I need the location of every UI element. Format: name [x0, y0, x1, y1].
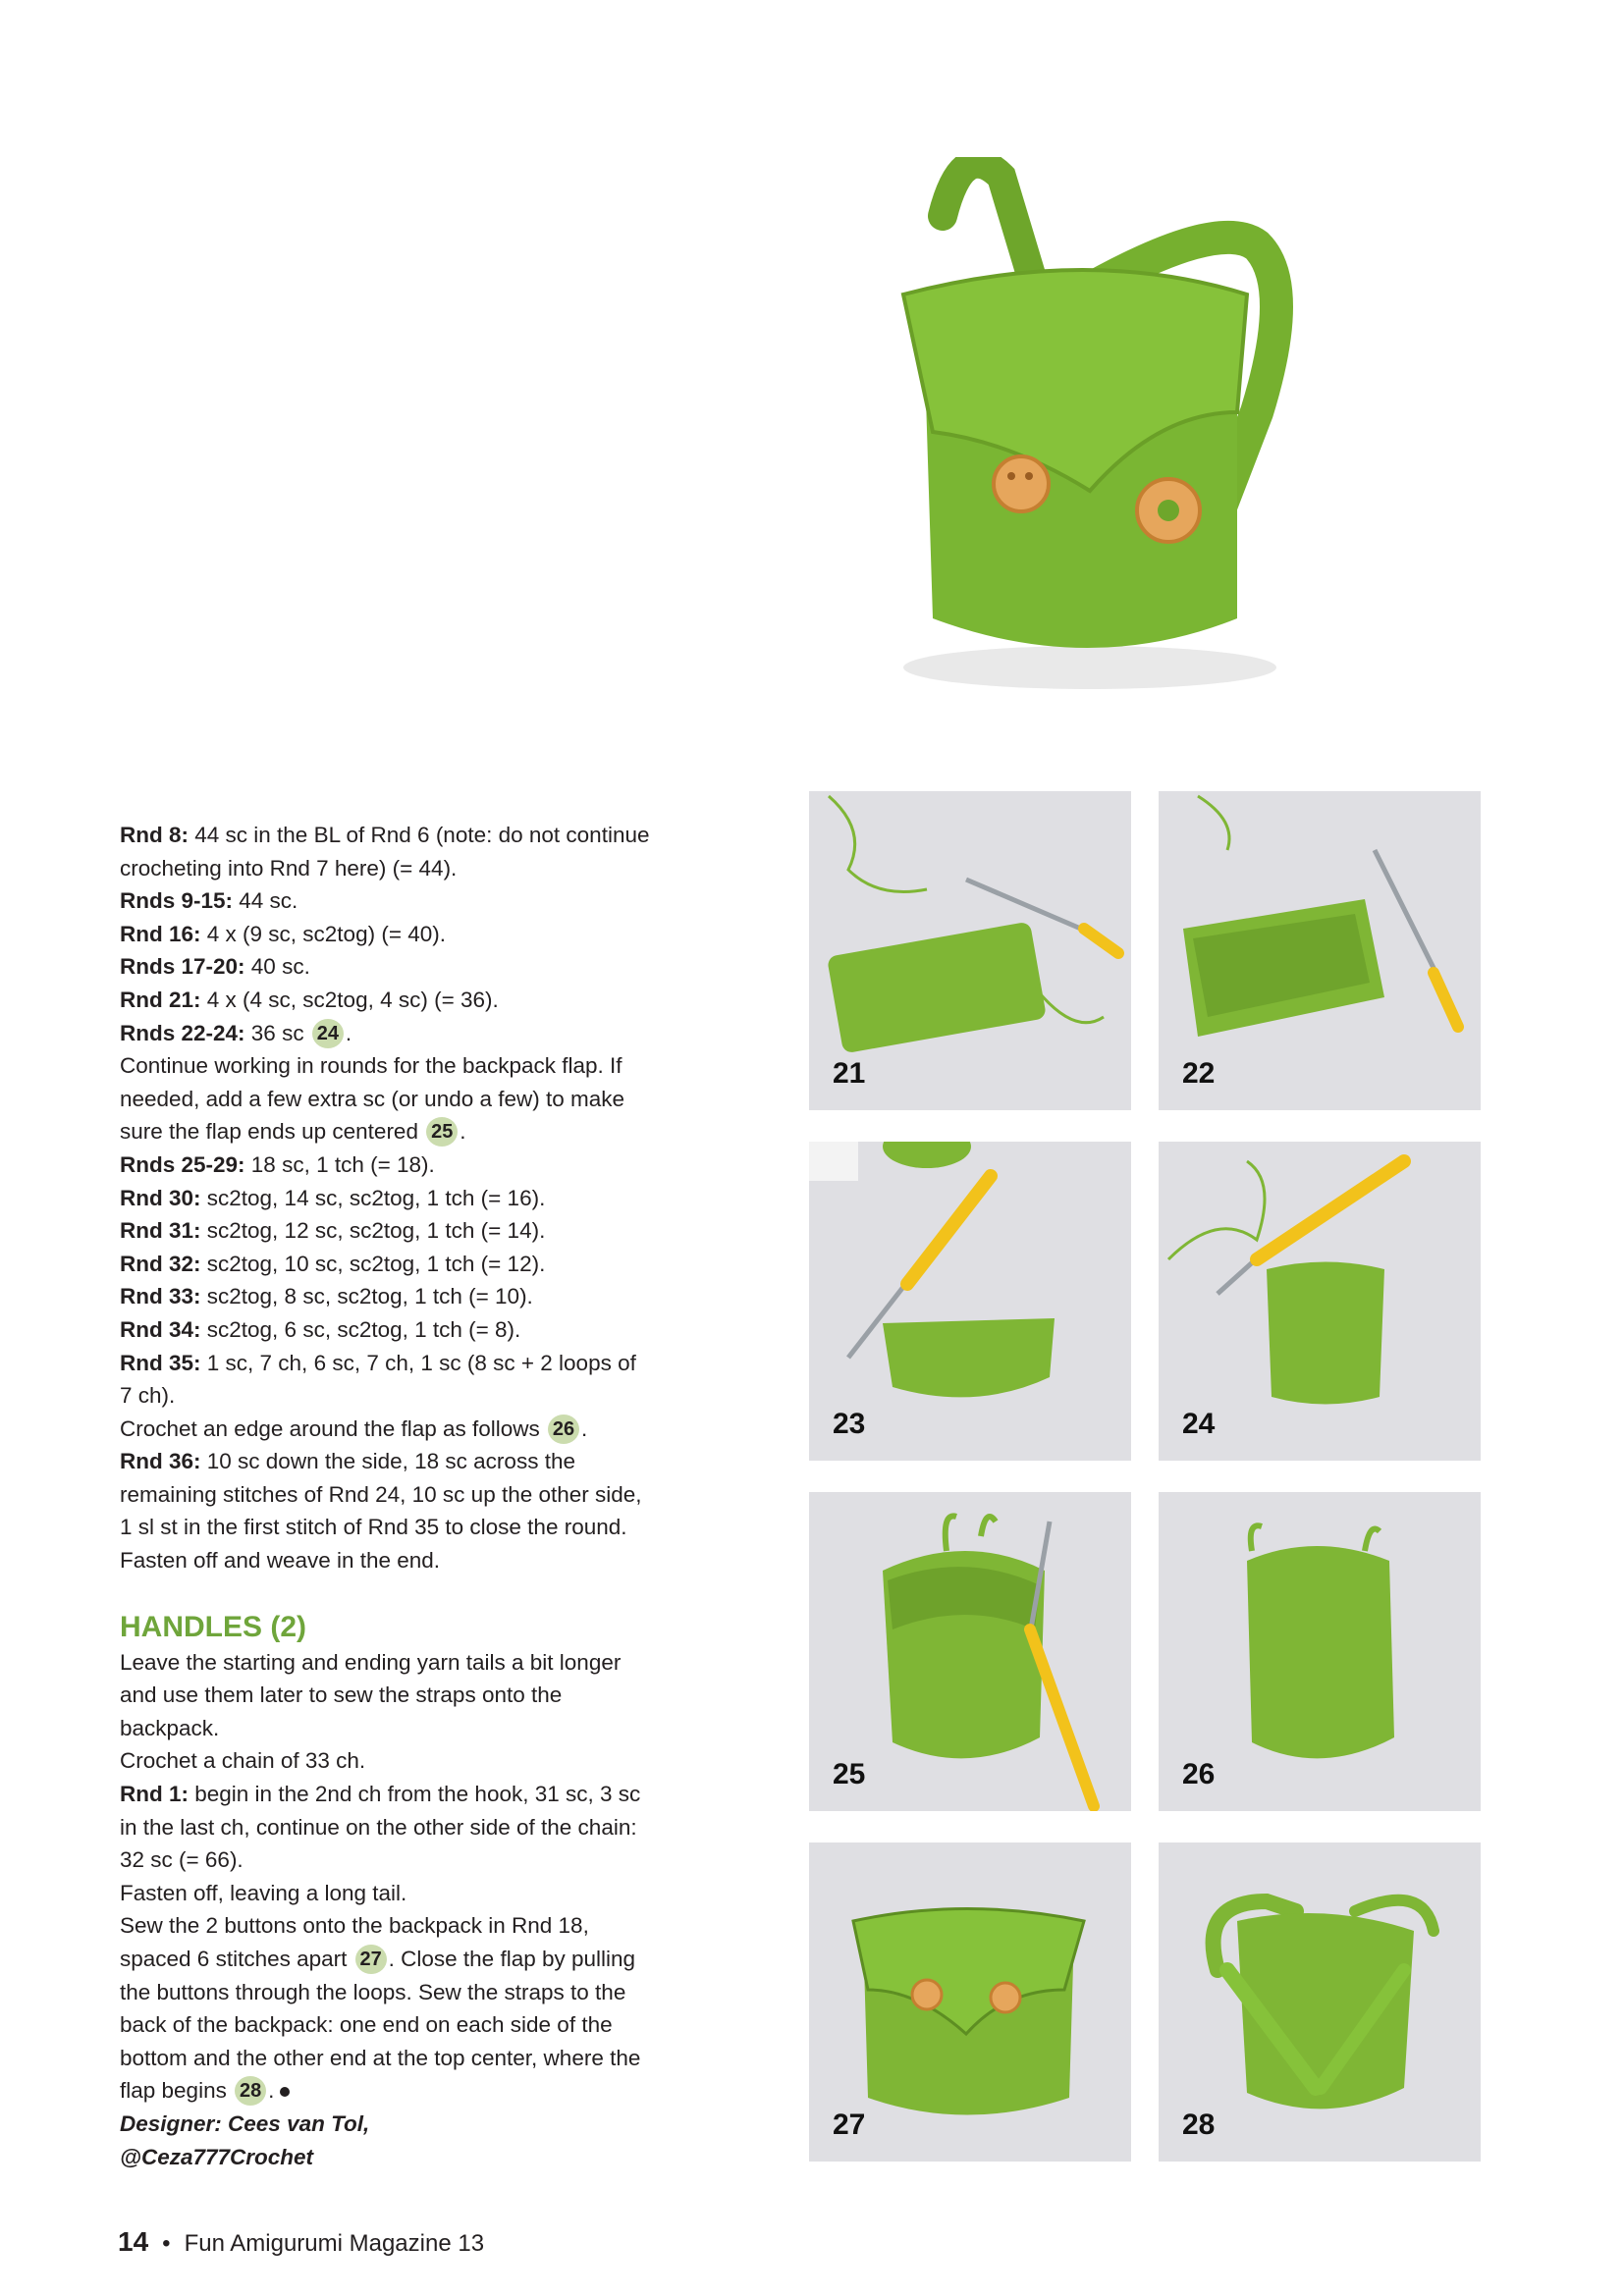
photo-ref-badge: 25	[426, 1117, 458, 1147]
instruction-line: Rnd 30: sc2tog, 14 sc, sc2tog, 1 tch (= 16).	[120, 1185, 546, 1210]
instruction-line: Rnd 35: 1 sc, 7 ch, 6 sc, 7 ch, 1 sc (8 sc + 2 loops of 7 ch).	[120, 1350, 636, 1409]
photo-ref-badge: 24	[312, 1019, 344, 1048]
instruction-line: Rnds 22-24: 36 sc 24 .	[120, 1017, 650, 1050]
instruction-line: Rnd 16: 4 x (9 sc, sc2tog) (= 40).	[120, 921, 446, 946]
step-photo	[1159, 791, 1481, 1110]
instruction-line: Continue working in rounds for the backpack flap. If needed, add a few extra sc (or undo a few) to make sure the flap ends up centered 25 .	[120, 1049, 650, 1148]
step-photo	[809, 1142, 1131, 1461]
step-number: 25	[833, 1758, 866, 1790]
instruction-line: Rnds 9-15: 44 sc.	[120, 888, 298, 914]
section-heading: HANDLES (2)	[120, 1610, 307, 1643]
instruction-line: Rnds 17-20: 40 sc.	[120, 954, 310, 980]
step-photo	[1159, 1842, 1481, 2162]
instruction-line: Rnd 31: sc2tog, 12 sc, sc2tog, 1 tch (= 14).	[120, 1218, 546, 1244]
instruction-line: Rnd 36: 10 sc down the side, 18 sc across the remaining stitches of Rnd 24, 10 sc up the other side, 1 sl st in the first stitch of Rnd 35 to close the round. Fasten off and weave in the end.	[120, 1449, 642, 1574]
step-number: 27	[833, 2109, 866, 2141]
step-photo	[1159, 1142, 1481, 1461]
step-number: 24	[1182, 1408, 1216, 1440]
end-bullet	[280, 2087, 290, 2097]
backpack-photo	[864, 157, 1414, 707]
step-photo	[1159, 1492, 1481, 1811]
photo-ref-badge: 27	[355, 1945, 387, 1974]
instruction-line: Rnd 1: begin in the 2nd ch from the hook, 31 sc, 3 sc in the last ch, continue on the other side of the chain: 32 sc (= 66).	[120, 1782, 641, 1873]
page-number: 14	[118, 2226, 149, 2257]
pattern-text	[120, 819, 650, 2173]
step-number: 21	[833, 1057, 866, 1090]
fasten-line: Fasten off, leaving a long tail.	[120, 1880, 407, 1905]
step-photo	[809, 791, 1131, 1110]
handles-intro: Leave the starting and ending yarn tails a bit longer and use them later to sew the straps onto the backpack.	[120, 1649, 622, 1740]
designer-credit: Designer: Cees van Tol,	[120, 2110, 370, 2136]
designer-handle: @Ceza777Crochet	[120, 2144, 314, 2169]
photo-ref-badge: 26	[548, 1415, 579, 1444]
step-number: 23	[833, 1408, 866, 1440]
step-number: 26	[1182, 1758, 1216, 1790]
step-number: 22	[1182, 1057, 1216, 1090]
instruction-line: Rnd 32: sc2tog, 10 sc, sc2tog, 1 tch (= 12).	[120, 1251, 546, 1276]
instruction-line: Rnd 34: sc2tog, 6 sc, sc2tog, 1 tch (= 8).	[120, 1316, 521, 1342]
step-photo	[809, 1842, 1131, 2162]
step-number: 28	[1182, 2109, 1216, 2141]
instruction-line: Rnds 25-29: 18 sc, 1 tch (= 18).	[120, 1151, 435, 1177]
magazine-name: Fun Amigurumi Magazine 13	[184, 2230, 485, 2257]
step-photo	[809, 1492, 1131, 1811]
page-footer	[118, 2226, 484, 2258]
instruction-line: Rnd 33: sc2tog, 8 sc, sc2tog, 1 tch (= 10).	[120, 1284, 533, 1309]
instruction-line: Rnd 21: 4 x (4 sc, sc2tog, 4 sc) (= 36).	[120, 987, 499, 1012]
photo-ref-badge: 28	[235, 2076, 266, 2106]
instruction-line: Crochet an edge around the flap as follows 26 .	[120, 1413, 650, 1446]
sew-instructions: Sew the 2 buttons onto the backpack in Rnd 18, spaced 6 stitches apart 27 . Close the flap by pulling the buttons through the loops. Sew the straps to the back of the backpack: one end on each side of the bottom and the other end at the top center, where the flap begins 28 .	[120, 1909, 650, 2108]
footer-bullet: •	[162, 2230, 171, 2257]
handles-chain: Crochet a chain of 33 ch.	[120, 1748, 366, 1774]
instruction-line: Rnd 8: 44 sc in the BL of Rnd 6 (note: do not continue crocheting into Rnd 7 here) (= 44).	[120, 823, 650, 881]
